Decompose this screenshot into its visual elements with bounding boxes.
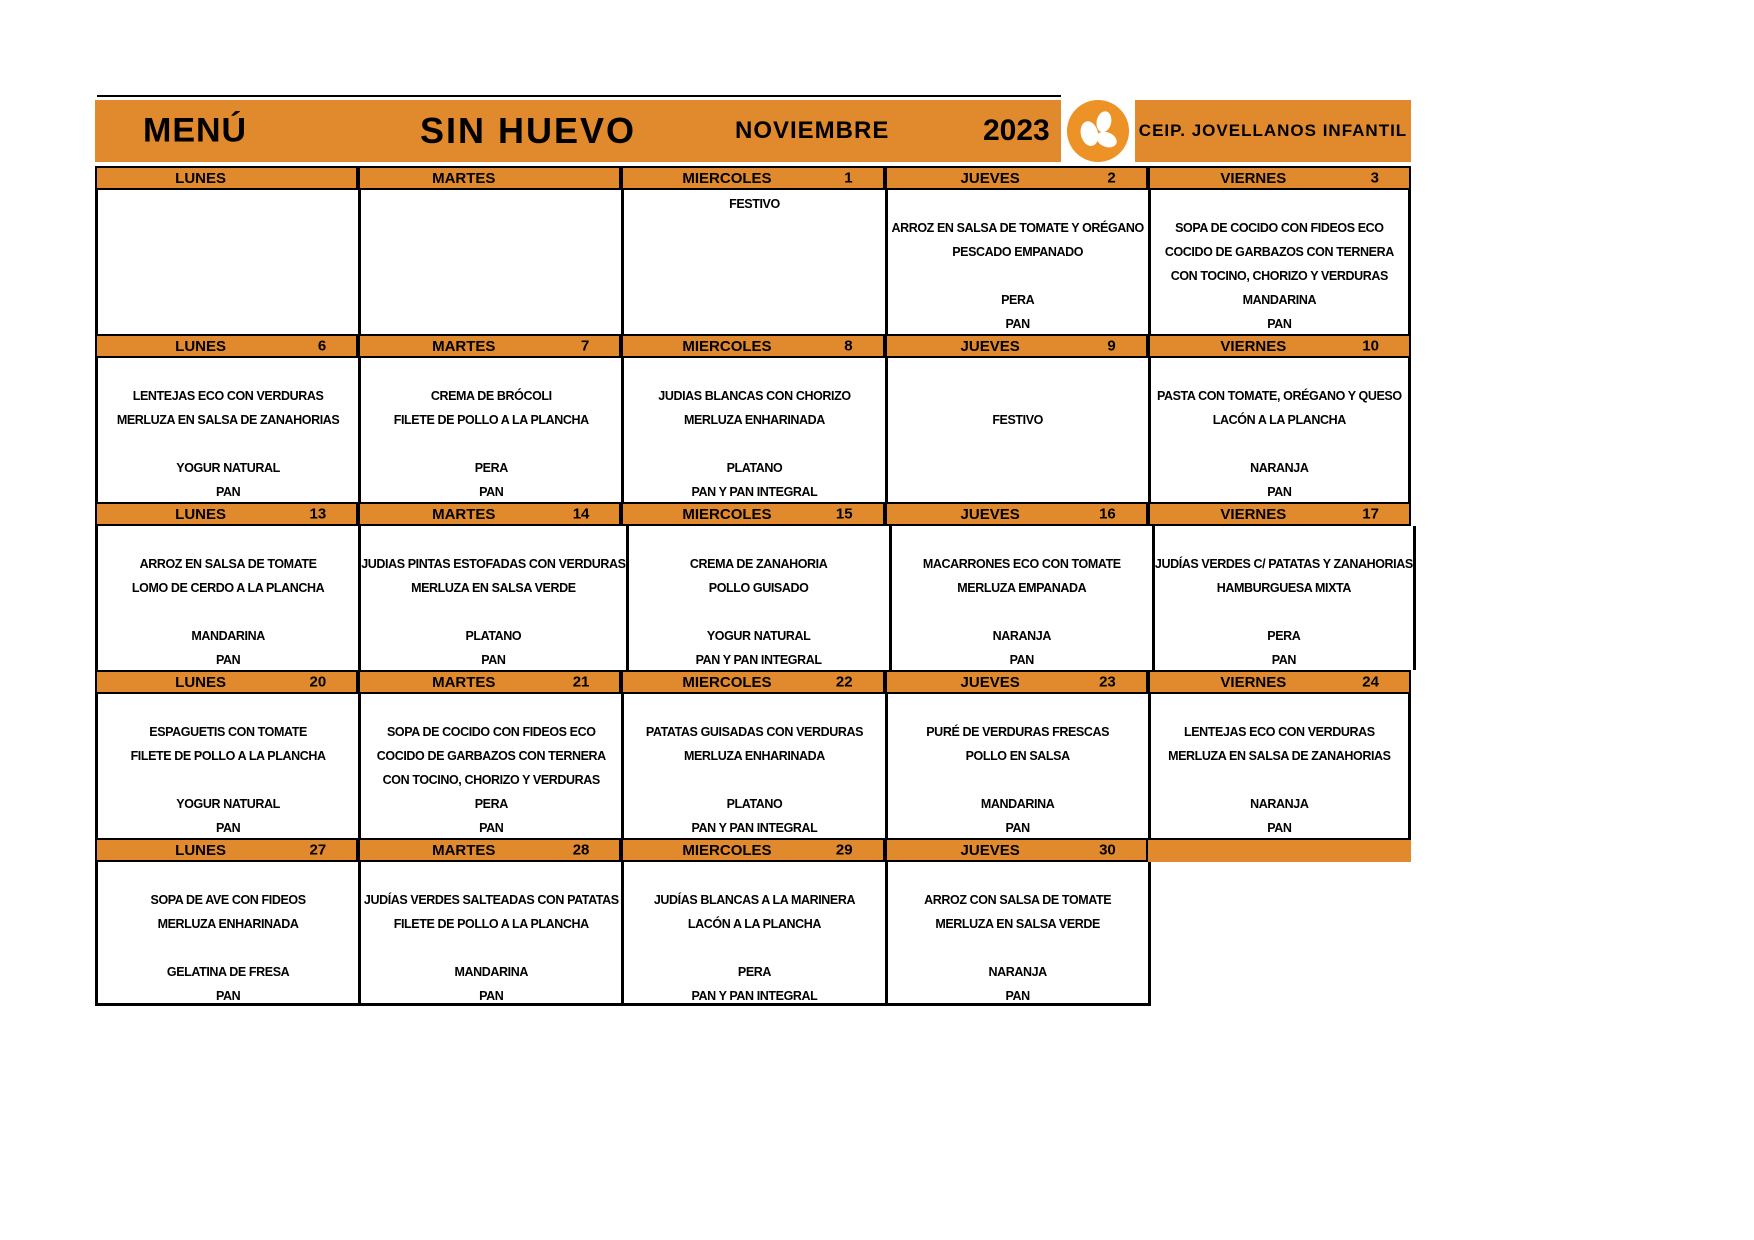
- menu-line: [892, 528, 1152, 552]
- menu-line: PAN Y PAN INTEGRAL: [695, 653, 822, 667]
- day-name: MIERCOLES: [682, 505, 772, 523]
- day-header-viernes-17: [1148, 502, 1411, 526]
- day-menu-cell: [1148, 358, 1411, 502]
- menu-line: POLLO EN SALSA: [965, 749, 1070, 763]
- menu-line: [98, 768, 358, 792]
- day-name: MIERCOLES: [682, 673, 772, 691]
- menu-line: NARANJA: [1250, 461, 1309, 475]
- day-menu-cell: [1148, 190, 1411, 334]
- menu-line: PAN: [1005, 317, 1030, 331]
- day-menu-cell: [95, 190, 358, 334]
- menu-line: MERLUZA EMPANADA: [957, 581, 1087, 595]
- menu-line: PATATAS GUISADAS CON VERDURAS: [645, 725, 864, 739]
- menu-line: LOMO DE CERDO A LA PLANCHA: [131, 581, 325, 595]
- menu-line: [624, 312, 884, 336]
- menu-line: PAN: [479, 821, 504, 835]
- day-number: 16: [1099, 505, 1116, 523]
- menu-line: PLATANO: [726, 461, 783, 475]
- menu-line: ESPAGUETIS CON TOMATE: [149, 725, 307, 739]
- day-number: 3: [1370, 169, 1379, 187]
- day-menu-cell: [95, 694, 358, 838]
- day-name: MIERCOLES: [682, 841, 772, 859]
- menu-line: YOGUR NATURAL: [176, 461, 280, 475]
- menu-line: [888, 696, 1148, 720]
- menu-line: [1151, 984, 1411, 1008]
- day-header-jueves-16: [885, 502, 1148, 526]
- day-name: LUNES: [175, 169, 227, 187]
- week-3-content-row: [95, 526, 1411, 670]
- week-1-header-row: [95, 166, 1411, 190]
- menu-line: [888, 360, 1148, 384]
- day-number: 7: [581, 337, 590, 355]
- day-name: VIERNES: [1220, 337, 1287, 355]
- menu-line: POLLO GUISADO: [708, 581, 809, 595]
- menu-line: PAN: [1009, 653, 1034, 667]
- menu-line: NARANJA: [988, 965, 1047, 979]
- menu-line: [1151, 888, 1411, 912]
- menu-line: [1155, 600, 1413, 624]
- menu-line: [361, 192, 621, 216]
- day-number: 1: [844, 169, 853, 187]
- menu-line: FILETE DE POLLO A LA PLANCHA: [393, 917, 589, 931]
- menu-line: [629, 528, 889, 552]
- day-number: 6: [317, 337, 327, 355]
- menu-line: LENTEJAS ECO CON VERDURAS: [132, 389, 324, 403]
- menu-line: PAN: [1267, 485, 1292, 499]
- menu-line: [1151, 432, 1408, 456]
- day-menu-cell: [358, 190, 621, 334]
- menu-line: MANDARINA: [454, 965, 529, 979]
- menu-line: [98, 432, 358, 456]
- menu-line: YOGUR NATURAL: [176, 797, 280, 811]
- menu-line: PAN: [479, 485, 504, 499]
- day-number: 8: [844, 337, 853, 355]
- menu-line: [361, 240, 621, 264]
- menu-line: [624, 216, 884, 240]
- day-number: 24: [1362, 673, 1379, 691]
- day-number: 14: [572, 505, 590, 523]
- menu-line: PERA: [737, 965, 772, 979]
- menu-line: MANDARINA: [191, 629, 265, 643]
- menu-line: [361, 360, 621, 384]
- top-rule-line: [97, 95, 1061, 97]
- day-number: 9: [1107, 337, 1116, 355]
- menu-line: [98, 528, 358, 552]
- day-menu-cell: [95, 526, 358, 670]
- menu-line: [98, 864, 358, 888]
- day-header-lunes-6: [95, 334, 358, 358]
- day-header-martes-28: [358, 838, 621, 862]
- menu-month: NOVIEMBRE: [735, 117, 890, 144]
- menu-line: COCIDO DE GARBAZOS CON TERNERA: [376, 749, 606, 763]
- menu-line: [98, 216, 358, 240]
- menu-line: [361, 312, 621, 336]
- menu-line: FILETE DE POLLO A LA PLANCHA: [130, 749, 326, 763]
- menu-line: [361, 600, 625, 624]
- menu-line: [98, 264, 358, 288]
- menu-line: [888, 936, 1148, 960]
- day-number: 23: [1099, 673, 1116, 691]
- day-name: VIERNES: [1220, 505, 1287, 523]
- day-menu-cell: [621, 694, 884, 838]
- day-name: JUEVES: [960, 505, 1020, 523]
- title-bar-main: [95, 100, 1061, 162]
- day-menu-cell: [885, 358, 1148, 502]
- day-name: MIERCOLES: [682, 169, 772, 187]
- day-menu-cell: [621, 358, 884, 502]
- menu-line: [361, 432, 621, 456]
- day-menu-cell: [621, 862, 884, 1006]
- menu-line: SOPA DE COCIDO CON FIDEOS ECO: [1175, 221, 1384, 235]
- day-header-miercoles-8: [621, 334, 884, 358]
- menu-line: [98, 936, 358, 960]
- day-name: LUNES: [175, 337, 227, 355]
- menu-line: [892, 600, 1152, 624]
- menu-line: [98, 240, 358, 264]
- day-header-lunes: [95, 166, 358, 190]
- day-number: 21: [572, 673, 590, 691]
- menu-line: [1151, 936, 1411, 960]
- menu-line: YOGUR NATURAL: [706, 629, 811, 643]
- week-2-content-row: [95, 358, 1411, 502]
- day-name: MIERCOLES: [682, 337, 772, 355]
- day-name: MARTES: [432, 673, 496, 691]
- menu-line: PAN: [479, 989, 504, 1003]
- day-menu-cell: [621, 190, 884, 334]
- menu-line: LENTEJAS ECO CON VERDURAS: [1183, 725, 1375, 739]
- menu-line: PLATANO: [726, 797, 783, 811]
- menu-line: [624, 696, 884, 720]
- menu-line: LACÓN A LA PLANCHA: [687, 917, 821, 931]
- menu-line: MERLUZA ENHARINADA: [683, 413, 825, 427]
- menu-line: CON TOCINO, CHORIZO Y VERDURAS: [382, 773, 600, 787]
- menu-line: FESTIVO: [992, 413, 1043, 427]
- menu-line: JUDÍAS BLANCAS A LA MARINERA: [653, 893, 856, 907]
- menu-line: PAN: [215, 485, 241, 499]
- menu-line: CREMA DE BRÓCOLI: [430, 389, 552, 403]
- day-header-empty: [1148, 838, 1411, 862]
- week-4-header-row: [95, 670, 1411, 694]
- menu-line: PAN Y PAN INTEGRAL: [691, 989, 818, 1003]
- menu-line: [624, 768, 884, 792]
- week-3-header-row: [95, 502, 1411, 526]
- menu-line: [98, 192, 358, 216]
- day-number: 29: [835, 841, 853, 859]
- day-menu-cell: [358, 358, 621, 502]
- calendar-grid: [95, 166, 1411, 1006]
- day-header-jueves-9: [885, 334, 1148, 358]
- day-number: 17: [1362, 505, 1379, 523]
- day-header-lunes-20: [95, 670, 358, 694]
- day-menu-cell: [1148, 694, 1411, 838]
- menu-line: PLATANO: [465, 629, 522, 643]
- menu-line: ARROZ EN SALSA DE TOMATE Y ORÉGANO: [891, 221, 1144, 235]
- day-name: JUEVES: [960, 337, 1020, 355]
- menu-line: COCIDO DE GARBAZOS CON TERNERA: [1164, 245, 1394, 259]
- menu-line: [361, 864, 621, 888]
- day-menu-cell: [885, 862, 1148, 1006]
- day-header-miercoles-1: [621, 166, 884, 190]
- day-menu-cell: [358, 694, 621, 838]
- day-name: MARTES: [432, 337, 496, 355]
- menu-line: PERA: [1267, 629, 1301, 643]
- menu-line: [888, 384, 1148, 408]
- menu-line: MERLUZA ENHARINADA: [157, 917, 299, 931]
- menu-year: 2023: [983, 114, 1050, 147]
- week-5-content-row: [95, 862, 1411, 1006]
- menu-line: CON TOCINO, CHORIZO Y VERDURAS: [1170, 269, 1388, 283]
- menu-line: PAN: [1005, 821, 1030, 835]
- day-name: MARTES: [432, 505, 496, 523]
- day-menu-cell: [626, 526, 889, 670]
- menu-line: [98, 600, 358, 624]
- day-number: 10: [1362, 337, 1379, 355]
- menu-line: NARANJA: [1250, 797, 1309, 811]
- day-header-jueves-30: [885, 838, 1148, 862]
- menu-line: [888, 456, 1148, 480]
- menu-line: [888, 864, 1148, 888]
- menu-line: [361, 288, 621, 312]
- week-2-header-row: [95, 334, 1411, 358]
- menu-line: [629, 600, 889, 624]
- menu-line: [624, 264, 884, 288]
- menu-sheet: [95, 100, 1411, 1006]
- day-header-jueves-2: [885, 166, 1148, 190]
- day-name: LUNES: [175, 841, 227, 859]
- menu-line: CREMA DE ZANAHORIA: [689, 557, 828, 571]
- menu-title: MENÚ: [143, 111, 248, 150]
- day-header-martes-21: [358, 670, 621, 694]
- menu-line: PAN: [1267, 317, 1292, 331]
- menu-line: [361, 216, 621, 240]
- title-bar: [95, 100, 1411, 162]
- school-name: CEIP. JOVELLANOS INFANTIL: [1135, 100, 1411, 162]
- menu-line: MERLUZA EN SALSA DE ZANAHORIAS: [1168, 749, 1391, 763]
- menu-line: MANDARINA: [980, 797, 1055, 811]
- day-name: LUNES: [175, 505, 227, 523]
- day-name: JUEVES: [960, 169, 1020, 187]
- menu-line: FESTIVO: [729, 197, 780, 211]
- menu-line: ARROZ EN SALSA DE TOMATE: [139, 557, 317, 571]
- menu-line: [361, 936, 621, 960]
- menu-line: JUDIAS PINTAS ESTOFADAS CON VERDURAS: [361, 557, 626, 571]
- menu-line: PURÉ DE VERDURAS FRESCAS: [926, 725, 1110, 739]
- menu-line: MANDARINA: [1242, 293, 1317, 307]
- week-1-content-row: [95, 190, 1411, 334]
- menu-line: [1155, 528, 1413, 552]
- day-name: MARTES: [432, 169, 496, 187]
- menu-line: PAN: [1005, 989, 1030, 1003]
- menu-line: [624, 288, 884, 312]
- menu-line: [1151, 960, 1411, 984]
- menu-line: [888, 768, 1148, 792]
- day-menu-cell: [1152, 526, 1416, 670]
- menu-line: LACÓN A LA PLANCHA: [1212, 413, 1346, 427]
- menu-line: [1151, 360, 1408, 384]
- day-menu-cell: [885, 190, 1148, 334]
- menu-line: [624, 360, 884, 384]
- day-menu-cell: [885, 694, 1148, 838]
- menu-line: MERLUZA EN SALSA DE ZANAHORIAS: [116, 413, 340, 427]
- day-header-lunes-13: [95, 502, 358, 526]
- day-menu-cell: [95, 358, 358, 502]
- day-header-viernes-10: [1148, 334, 1411, 358]
- day-menu-cell: [889, 526, 1152, 670]
- day-name: JUEVES: [960, 673, 1020, 691]
- menu-line: [624, 432, 884, 456]
- menu-line: JUDÍAS VERDES C/ PATATAS Y ZANAHORIAS: [1154, 557, 1413, 571]
- day-number: 27: [309, 841, 327, 859]
- menu-line: PAN: [1271, 653, 1296, 667]
- menu-line: GELATINA DE FRESA: [166, 965, 290, 979]
- menu-line: PAN: [215, 821, 241, 835]
- menu-line: PERA: [1001, 293, 1035, 307]
- menu-line: [361, 528, 625, 552]
- menu-line: PESCADO EMPANADO: [952, 245, 1084, 259]
- day-name: LUNES: [175, 673, 227, 691]
- day-number: 2: [1107, 169, 1116, 187]
- menu-line: [888, 432, 1148, 456]
- menu-line: PERA: [474, 797, 508, 811]
- menu-line: [1151, 696, 1408, 720]
- menu-line: [98, 696, 358, 720]
- menu-line: PAN Y PAN INTEGRAL: [691, 485, 818, 499]
- menu-line: MERLUZA EN SALSA VERDE: [411, 581, 576, 595]
- menu-line: [888, 264, 1148, 288]
- menu-line: MERLUZA ENHARINADA: [683, 749, 825, 763]
- menu-subtitle: SIN HUEVO: [420, 110, 637, 151]
- menu-line: [624, 936, 884, 960]
- day-name: VIERNES: [1220, 169, 1287, 187]
- eggs-logo-icon: [1065, 98, 1131, 164]
- menu-line: [1151, 912, 1411, 936]
- day-number: 30: [1099, 841, 1116, 859]
- menu-line: [1151, 768, 1408, 792]
- day-menu-cell: [358, 526, 625, 670]
- week-5-header-row: [95, 838, 1411, 862]
- menu-line: [98, 360, 358, 384]
- menu-line: [1151, 864, 1411, 888]
- menu-line: HAMBURGUESA MIXTA: [1216, 581, 1351, 595]
- menu-line: NARANJA: [992, 629, 1051, 643]
- menu-line: ARROZ CON SALSA DE TOMATE: [924, 893, 1112, 907]
- menu-line: PAN: [1267, 821, 1292, 835]
- menu-line: JUDIAS BLANCAS CON CHORIZO: [658, 389, 851, 403]
- day-menu-cell: [95, 862, 358, 1006]
- menu-line: PAN: [215, 989, 241, 1003]
- menu-line: JUDÍAS VERDES SALTEADAS CON PATATAS: [363, 893, 619, 907]
- menu-line: [361, 264, 621, 288]
- day-number: 28: [572, 841, 590, 859]
- menu-line: MACARRONES ECO CON TOMATE: [922, 557, 1121, 571]
- day-number: 13: [309, 505, 327, 523]
- day-header-martes-7: [358, 334, 621, 358]
- menu-line: PERA: [474, 461, 508, 475]
- menu-line: [888, 192, 1148, 216]
- menu-line: PAN Y PAN INTEGRAL: [691, 821, 818, 835]
- menu-line: [361, 696, 621, 720]
- day-header-miercoles-15: [621, 502, 884, 526]
- school-logo: [1061, 100, 1135, 162]
- day-header-viernes-24: [1148, 670, 1411, 694]
- menu-line: MERLUZA EN SALSA VERDE: [935, 917, 1100, 931]
- day-menu-cell: [358, 862, 621, 1006]
- day-name: MARTES: [432, 841, 496, 859]
- day-header-martes: [358, 166, 621, 190]
- day-header-martes-14: [358, 502, 621, 526]
- day-header-viernes-3: [1148, 166, 1411, 190]
- menu-line: PASTA CON TOMATE, ORÉGANO Y QUESO: [1156, 389, 1402, 403]
- menu-line: SOPA DE COCIDO CON FIDEOS ECO: [387, 725, 596, 739]
- menu-line: [624, 864, 884, 888]
- day-number: 20: [309, 673, 327, 691]
- menu-line: [624, 240, 884, 264]
- menu-line: FILETE DE POLLO A LA PLANCHA: [393, 413, 589, 427]
- day-menu-cell: [1148, 862, 1411, 1006]
- menu-line: [98, 288, 358, 312]
- menu-line: [98, 312, 358, 336]
- day-number: 22: [835, 673, 853, 691]
- day-name: VIERNES: [1220, 673, 1287, 691]
- menu-line: PAN: [215, 653, 241, 667]
- menu-line: [888, 480, 1148, 504]
- menu-line: PAN: [481, 653, 506, 667]
- menu-line: SOPA DE AVE CON FIDEOS: [150, 893, 306, 907]
- menu-line: [1151, 192, 1408, 216]
- day-number: 15: [835, 505, 853, 523]
- week-4-content-row: [95, 694, 1411, 838]
- day-name: JUEVES: [960, 841, 1020, 859]
- day-header-miercoles-29: [621, 838, 884, 862]
- day-header-jueves-23: [885, 670, 1148, 694]
- day-header-lunes-27: [95, 838, 358, 862]
- day-header-miercoles-22: [621, 670, 884, 694]
